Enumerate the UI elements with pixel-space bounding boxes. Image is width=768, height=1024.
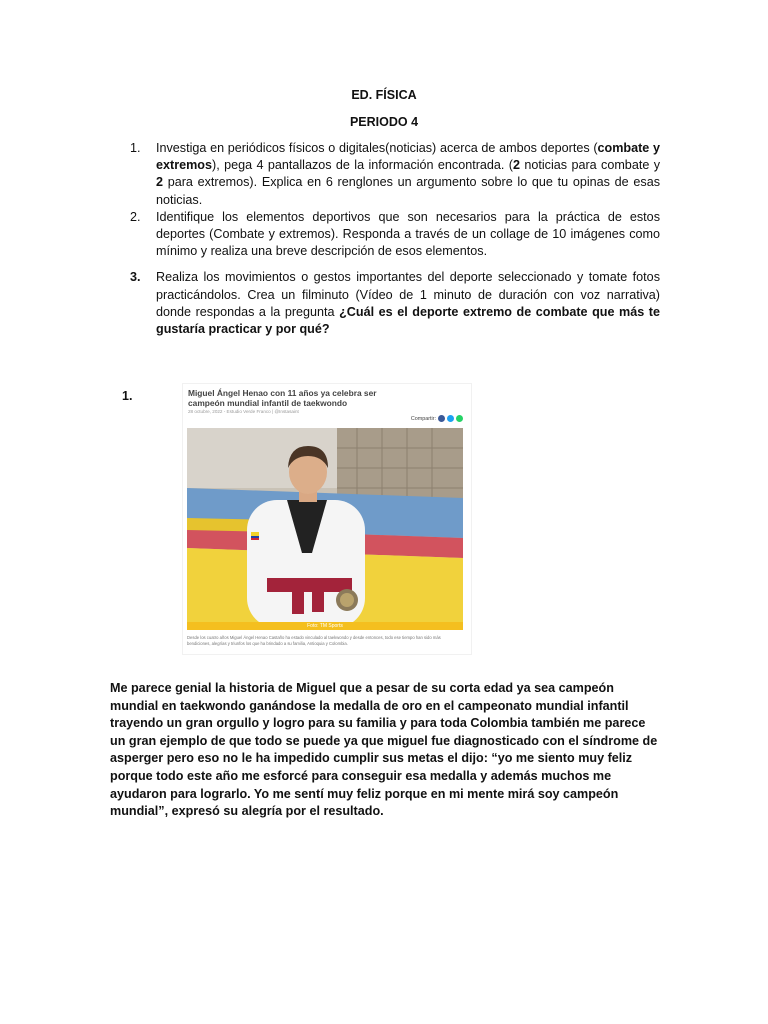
news-number: 1.	[122, 389, 133, 403]
instruction-item-3	[130, 269, 660, 338]
photo-credit: Foto: TM Sports	[307, 623, 343, 629]
photo-credit-bar	[187, 622, 463, 630]
instruction-item-1	[130, 140, 660, 209]
instruction-text: Investiga en periódicos físicos o digitales(noticias) acerca de ambos deportes (combate y extremos), pega 4 pantallazos de la información encontrada. (2 noticias para combate y 2 para extremos). Explica en 6 renglones un argumento sobre lo que tu opinas de esas noticias.	[156, 141, 660, 207]
document-title: ED. FÍSICA	[351, 88, 417, 102]
instruction-question: ¿Cuál es el deporte extremo de combate que más te gustaría practicar y por qué?	[156, 304, 660, 337]
facebook-icon[interactable]	[438, 415, 445, 422]
share-bar	[411, 415, 463, 422]
document-subtitle: PERIODO 4	[349, 115, 419, 129]
opinion-paragraph: Me parece genial la historia de Miguel que a pesar de su corta edad ya sea campeón mundial en taekwondo ganándose la medalla de oro en el campeonato mundial infantil trayendo un gran orgullo y logro para su familia y para toda Colombia también me parece un gran ejemplo de que todo se puede ya que miguel fue diagnosticado con el síndrome de asperger pero eso no le ha impedido cumplir sus metas el dijo: “yo me siento muy feliz porque todo este año me esforcé para conseguir esa medalla y además muchos me ayudaron para lograrlo. Yo me sentí muy feliz porque en mi mente mirá soy campeón mundial”, expresó su alegría por el resultado.	[110, 681, 658, 819]
twitter-icon[interactable]	[447, 415, 454, 422]
instruction-number: 3.	[130, 270, 141, 285]
instruction-text: Identifique los elementos deportivos que son necesarios para la práctica de estos deportes (Combate y extremos). Responda a través de un collage de 10 imágenes como mínimo y realiza una breve descripción de esos elementos.	[156, 209, 660, 259]
taekwondo-athlete-photo	[187, 428, 463, 628]
instruction-number: 1.	[130, 141, 141, 155]
instruction-text: Realiza los movimientos o gestos importantes del deporte seleccionado y tomate fotos practicándolos. Crea un filminuto (Vídeo de 1 minuto de duración con voz narrativa) donde respondas a la pregunta ¿Cuál es el deporte extremo de combate que más te gustaría practicar y por qué?	[156, 270, 660, 337]
instruction-item-2	[130, 209, 660, 261]
share-label: Compartir:	[410, 415, 436, 422]
instruction-number: 2.	[130, 209, 141, 224]
news-caption: Desde los cuatro años Miguel Ángel Henao Castaño ha estado vinculado al taekwondo y desde entonces, todo ese tiempo han sido más bendiciones, alegrías y triunfos los que ha brindado a su familia, Antioquia y Colombia.	[187, 635, 441, 646]
whatsapp-icon[interactable]	[456, 415, 463, 422]
news-photo	[187, 428, 463, 628]
news-headline: Miguel Ángel Henao con 11 años ya celebra ser campeón mundial infantil de taekwondo	[188, 388, 377, 408]
instructions-list	[130, 140, 660, 338]
news-screenshot	[183, 384, 471, 654]
news-meta: 28 octubre, 2022 - Estudio Verde Franco | @Instasaint	[188, 409, 299, 414]
